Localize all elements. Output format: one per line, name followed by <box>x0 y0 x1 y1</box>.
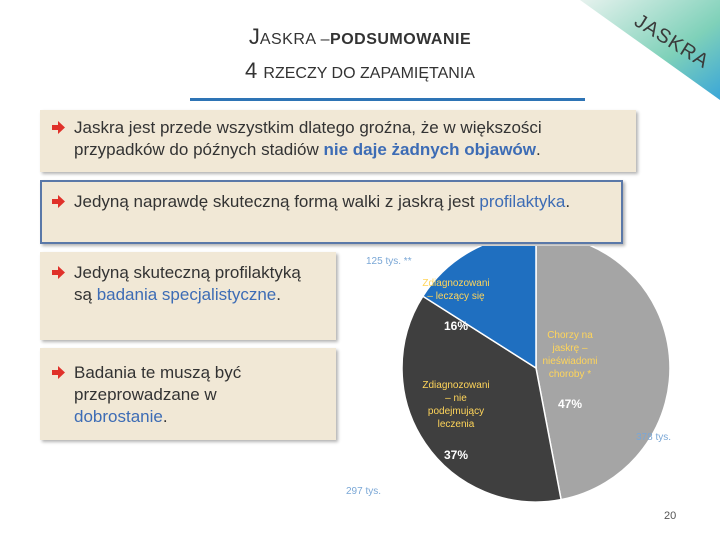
pie-chart <box>336 246 706 508</box>
page-number: 20 <box>664 510 677 522</box>
slice-count-label: 297 tys. <box>346 486 382 497</box>
bullet-text-3: Jedyną skuteczną profilaktyką są badania specjalistyczne. <box>74 263 301 304</box>
slice-count-label: 378 tys. <box>636 432 672 443</box>
corner-label: JASKRA <box>630 10 714 74</box>
slice-label: Chorzy na jaskrę – nieświadomi choroby * <box>542 330 598 380</box>
arrow-bullet-icon <box>52 266 65 279</box>
arrow-bullet-icon <box>52 366 65 379</box>
slice-percentage: 16% <box>443 319 469 333</box>
page-title: JASKRA –PODSUMOWANIE <box>248 24 472 49</box>
title-underline <box>190 98 585 101</box>
bullet-text-2: Jedyną naprawdę skuteczną formą walki z jaskrą jest profilaktyka. <box>74 192 571 211</box>
slice-label: Zdiagnozowani – leczący się <box>422 278 490 302</box>
bullet-text-4: Badania te muszą być przeprowadzane w dobrostanie. <box>74 363 242 426</box>
arrow-bullet-icon <box>52 195 65 208</box>
bullet-text-1: Jaskra jest przede wszystkim dlatego groźna, że w większości przypadków do późnych stadiów nie daje żadnych objawów. <box>74 118 542 159</box>
slice-label: Zdiagnozowani – nie podejmujący leczenia <box>422 380 490 430</box>
page-subtitle: 4 RZECZY DO ZAPAMIĘTANIA <box>245 58 475 83</box>
slice-percentage: 47% <box>557 397 583 411</box>
slice-count-label: 125 tys. ** <box>366 256 412 267</box>
arrow-bullet-icon <box>52 121 65 134</box>
slice-percentage: 37% <box>443 448 469 462</box>
